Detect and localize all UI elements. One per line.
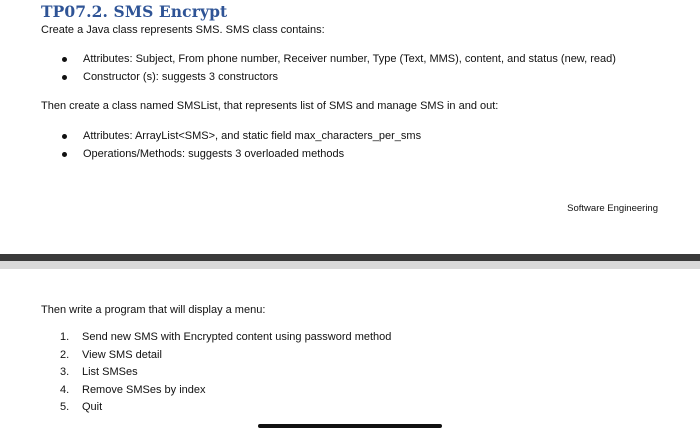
list-item-text: Constructor (s): suggests 3 constructors (83, 71, 279, 83)
menu-item (60, 364, 391, 382)
menu-item-label: Remove SMSes by index (82, 383, 206, 396)
menu-item-number: 3. (60, 366, 70, 378)
bullet-icon (62, 75, 67, 80)
menu-item-label: Quit (82, 401, 103, 413)
menu-item (60, 399, 391, 417)
menu-item-number: 2. (60, 348, 70, 361)
list-item (60, 50, 616, 68)
home-indicator[interactable] (258, 424, 442, 428)
smslist-intro: Then create a class named SMSList, that represents list of SMS and manage SMS in and out: (41, 100, 499, 112)
menu-intro: Then write a program that will display a menu: (41, 304, 266, 316)
menu-item (60, 382, 391, 400)
list-item (60, 145, 421, 163)
list-item-text: Operations/Methods: suggests 3 overloaded methods (83, 148, 345, 160)
page-title: TP07.2. SMS Encrypt (41, 2, 228, 21)
menu-item-number: 4. (60, 383, 70, 396)
menu-item-label: List SMSes (82, 366, 138, 378)
bullet-icon (62, 152, 67, 157)
smslist-bullet-list (60, 127, 421, 163)
list-item (60, 68, 616, 86)
menu-item (60, 329, 391, 347)
menu-item-number: 5. (60, 401, 70, 413)
list-item-text: Attributes: Subject, From phone number, Receiver number, Type (Text, MMS), content, and status (new, read) (83, 53, 616, 65)
page-gap (0, 261, 700, 269)
sms-bullet-list (60, 50, 616, 86)
page-separator (0, 254, 700, 261)
menu-item-label: View SMS detail (82, 348, 162, 361)
page-footer: Software Engineering (567, 203, 658, 214)
bullet-icon (62, 57, 67, 62)
sms-intro: Create a Java class represents SMS. SMS class contains: (41, 24, 325, 36)
menu-item (60, 347, 391, 365)
menu-list (60, 329, 391, 417)
menu-item-number: 1. (60, 331, 70, 343)
list-item (60, 127, 421, 145)
menu-item-label: Send new SMS with Encrypted content using password method (82, 331, 392, 343)
list-item-text: Attributes: ArrayList<SMS>, and static field max_characters_per_sms (83, 130, 422, 142)
bullet-icon (62, 134, 67, 139)
